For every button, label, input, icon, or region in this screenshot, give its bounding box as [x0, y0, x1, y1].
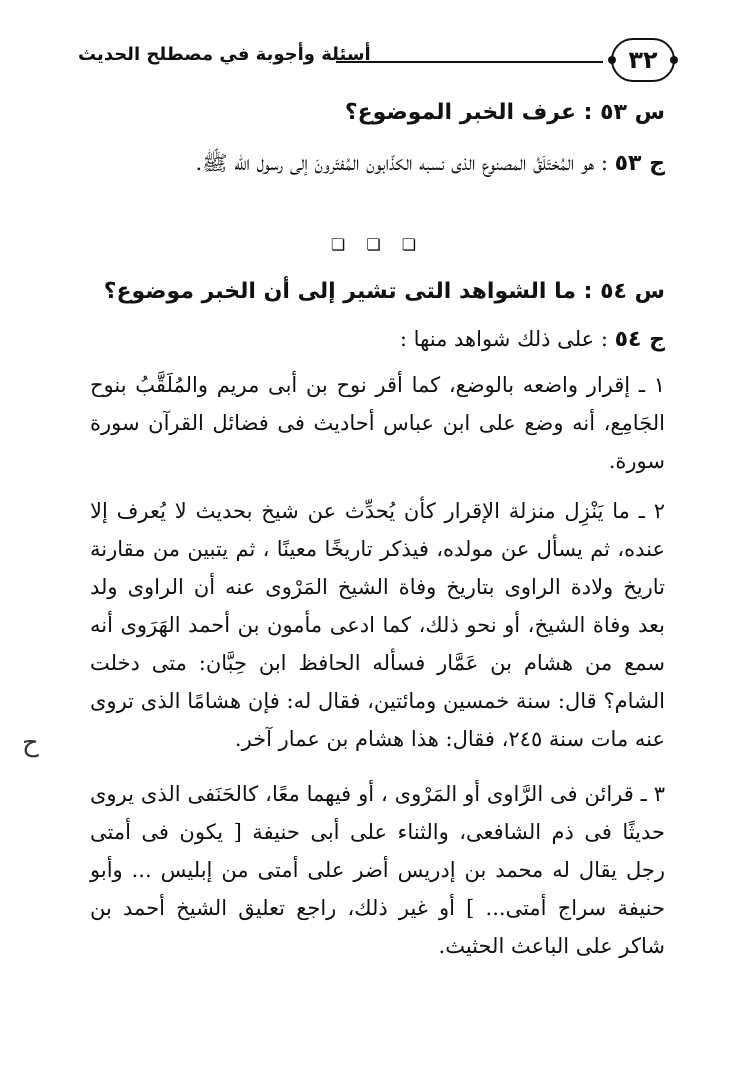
section-ornament: ❏ ❏ ❏ — [330, 235, 425, 254]
answer-54-intro — [90, 320, 665, 359]
point-2: ٢ ـ ما يَنْزِل منزلة الإقرار كأن يُحدِّث عن شيخ بحديث لا يُعرف إلا عنده، ثم يسأل عن مولده، فيذكر تاريخًا معينًا ، ثم يتبين من مقارنة تاريخ ولادة الراوى بتاريخ وفاة الشيخ المَرْوى عنه أن الراوى ولد بعد وفاة الشيخ، أو نحو ذلك، كما ادعى مأمون بن أحمد الهَرَوى أنه سمع من هشام بن عَمَّار فسأله الحافظ ابن حِبَّان: متى دخلت الشام؟ قال: سنة خمسين ومائتين، فقال له: فإن هشامًا الذى تروى عنه مات سنة ٢٤٥، فقال: هذا هشام بن عمار آخر. — [90, 499, 665, 751]
answer-54-label: ج ٥٤ — [614, 327, 665, 352]
question-53: س ٥٣ : عرف الخبر الموضوع؟ — [344, 100, 665, 125]
page-header — [78, 38, 675, 88]
point-3: ٣ ـ قرائن فى الرَّاوى أو المَرْوى ، أو فيهما معًا، كالحَنَفى الذى يروى حديثًا فى ذم الشافعى، والثناء على أبى حنيفة [ يكون فى أمتى رجل يقال له محمد بن إدريس أضر على أمتى من إبليس ... وأبو حنيفة سراج أمتى... ] أو غير ذلك، راجع تعليق الشيخ أحمد بن شاكر على الباعث الحثيث. — [90, 782, 665, 958]
question-54: س ٥٤ : ما الشواهد التى تشير إلى أن الخبر موضوع؟ — [103, 279, 665, 304]
answer-53 — [90, 144, 665, 183]
answer-53-text: : هو المُختَلَقُ المصنوع الذى نسبه الكذّابون المُفتَرونَ إلى رسول الله ﷺ. — [195, 151, 608, 175]
page-number: ٣٢ — [611, 38, 675, 82]
header-rule — [336, 61, 603, 63]
answer-53-label: ج ٥٣ — [614, 151, 665, 176]
margin-mark: ح — [22, 728, 39, 758]
running-title: أسئلة وأجوبة في مصطلح الحديث — [78, 44, 371, 65]
point-1: ١ ـ إقرار واضعه بالوضع، كما أقر نوح بن أبى مريم والمُلَقَّبُ بنوح الجَامِع، أنه وضع على ابن عباس أحاديث فى فضائل القرآن سورة سورة. — [90, 373, 665, 473]
answer-54-intro-text: : على ذلك شواهد منها : — [399, 327, 608, 351]
